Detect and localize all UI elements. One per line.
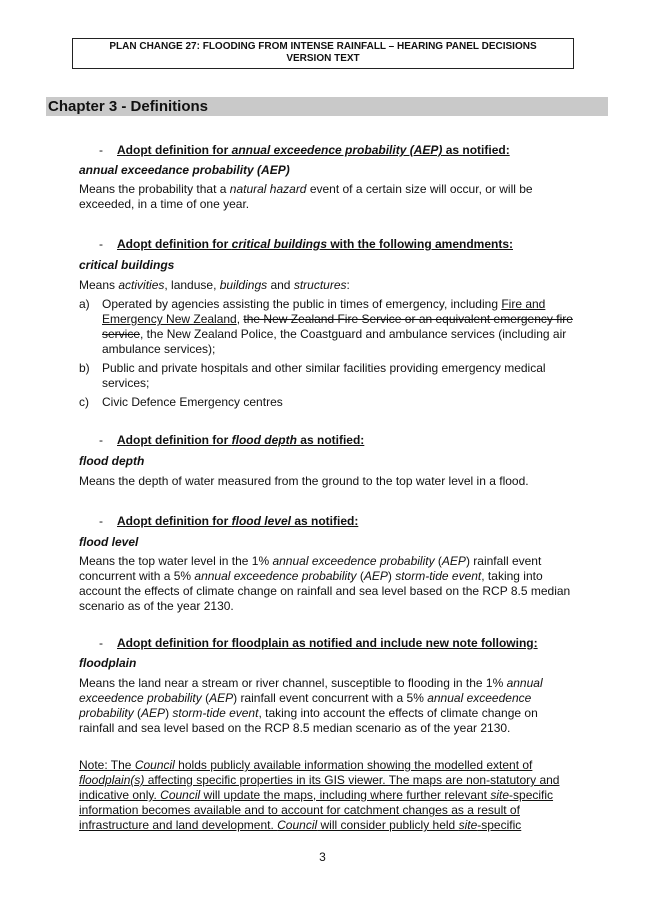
definition-flood-level: Means the top water level in the 1% annual exceedence probability (AEP) rainfall event concurrent with a 5% annual exceedence probability (AEP) storm-tide event, taking into account the effects of climate change on rainfall and sea level based on the RCP 8.5 median scenario as of the year 2130. xyxy=(79,554,571,613)
floodplain-note: Note: The Council holds publicly available information showing the modelled extent of floodplain(s) affecting specific properties in its GIS viewer. The maps are non-statutory and indicative only. Council will update the maps, including where further relevant site-specific information becomes available and to account for catchment changes as a result of infrastructure and land development. Council will consider publicly held site-specific xyxy=(79,758,560,832)
list-item: a) Operated by agencies assisting the public in times of emergency, including Fire and Emergency New Zealand, the New Zealand Fire Service or an equivalent emergency fire service, the New Zealand Police, the Coastguard and ambulance services (including air ambulance services); xyxy=(79,297,573,356)
directive-aep: - Adopt definition for annual exceedence probability (AEP) as notified: xyxy=(99,143,510,157)
definition-critical-buildings-intro: Means activities, landuse, buildings and structures: xyxy=(79,278,350,292)
critical-buildings-list xyxy=(79,297,574,410)
document-header xyxy=(72,38,574,69)
list-item: c) Civic Defence Emergency centres xyxy=(79,395,283,409)
definition-flood-depth: Means the depth of water measured from the ground to the top water level in a flood. xyxy=(79,474,529,488)
term-flood-depth: flood depth xyxy=(79,454,145,468)
page-number: 3 xyxy=(319,850,326,864)
term-critical-buildings: critical buildings xyxy=(79,258,175,272)
definition-aep: Means the probability that a natural hazard event of a certain size will occur, or will be exceeded, in a time of one year. xyxy=(79,182,533,211)
header-line-2: VERSION TEXT xyxy=(286,53,360,64)
term-aep: annual exceedance probability (AEP) xyxy=(79,163,290,177)
term-floodplain: floodplain xyxy=(79,656,137,670)
list-item: b) Public and private hospitals and other similar facilities providing emergency medical services; xyxy=(79,361,546,390)
header-line-1: PLAN CHANGE 27: FLOODING FROM INTENSE RAINFALL – HEARING PANEL DECISIONS xyxy=(109,41,537,52)
directive-flood-level: - Adopt definition for flood level as notified: xyxy=(99,514,359,528)
directive-critical-buildings: - Adopt definition for critical buildings with the following amendments: xyxy=(99,237,513,251)
term-flood-level: flood level xyxy=(79,535,139,549)
inserted-text: Fire and Emergency New Zealand xyxy=(102,297,546,326)
chapter-heading: Chapter 3 - Definitions xyxy=(46,97,608,116)
directive-floodplain: - Adopt definition for floodplain as notified and include new note following: xyxy=(99,636,538,650)
definition-floodplain: Means the land near a stream or river channel, susceptible to flooding in the 1% annual exceedence probability (AEP) rainfall event concurrent with a 5% annual exceedence probability (AEP) storm-tide event, taking into account the effects of climate change on rainfall and sea level based on the RCP 8.5 median scenario as of the year 2130. xyxy=(79,676,543,735)
deleted-text: the New Zealand Fire Service or an equivalent emergency fire service xyxy=(102,312,573,341)
directive-flood-depth: - Adopt definition for flood depth as notified: xyxy=(99,433,365,447)
